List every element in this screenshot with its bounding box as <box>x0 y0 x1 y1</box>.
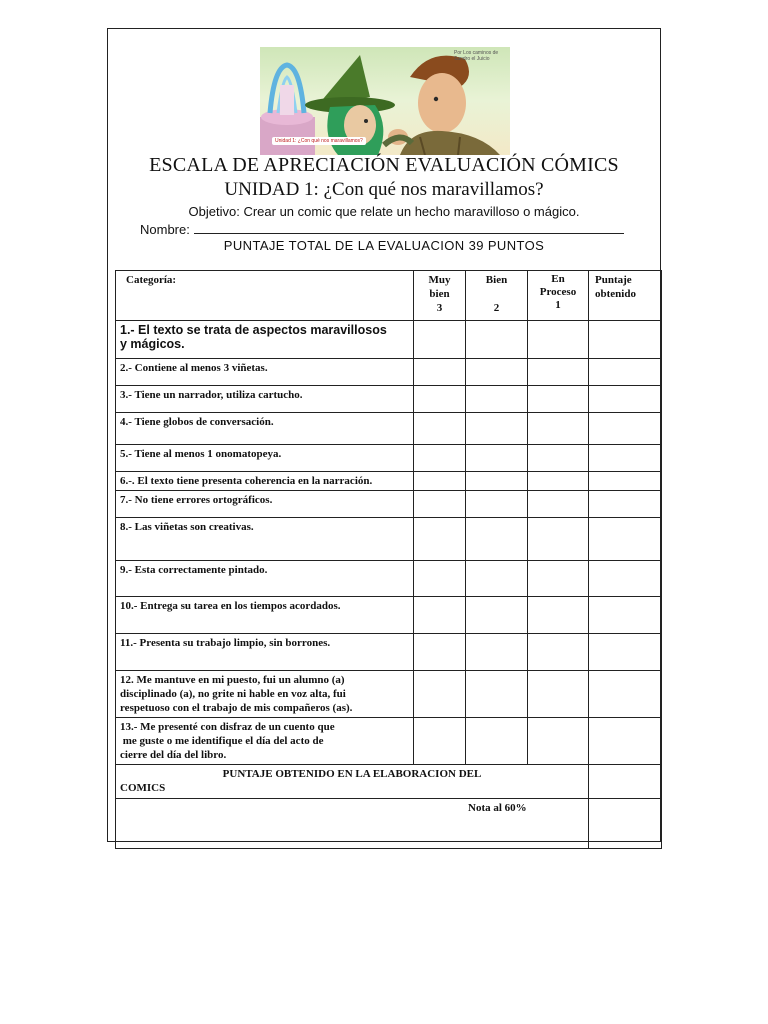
table-row <box>116 413 662 445</box>
table-row <box>116 491 662 518</box>
table-row <box>116 597 662 634</box>
footer-obtained-cell[interactable] <box>589 765 662 799</box>
muy-bien-cell[interactable] <box>414 634 466 671</box>
en-proceso-cell[interactable] <box>528 671 589 718</box>
muy-bien-cell[interactable] <box>414 359 466 386</box>
criterion-text: 3.- Tiene un narrador, utiliza cartucho. <box>120 389 303 401</box>
puntaje-cell[interactable] <box>589 634 662 671</box>
image-credit: Por Los caminos de Sandro el Juicio <box>454 50 499 62</box>
en-proceso-cell[interactable] <box>528 561 589 597</box>
bien-cell[interactable] <box>466 718 528 765</box>
objective-text: Objetivo: Crear un comic que relate un hecho maravilloso o mágico. <box>188 204 580 219</box>
muy-bien-cell[interactable] <box>414 321 466 359</box>
table-row <box>116 561 662 597</box>
footer-grade-cell[interactable] <box>589 799 662 849</box>
criterion-text: 12. Me mantuve en mi puesto, fui un alumno (a) <box>120 674 345 686</box>
header-puntaje-obtenido: Puntaje obtenido <box>589 271 662 321</box>
total-points-heading: PUNTAJE TOTAL DE LA EVALUACION 39 PUNTOS <box>223 238 545 253</box>
header-en-proceso: En Proceso 1 <box>528 271 589 321</box>
name-field <box>140 221 624 237</box>
footer-obtained-row <box>116 765 662 799</box>
criterion-text: 6.-. El texto tiene presenta coherencia en la narración. <box>120 475 373 487</box>
table-row <box>116 359 662 386</box>
puntaje-cell[interactable] <box>589 671 662 718</box>
name-label: Nombre: <box>140 222 190 237</box>
en-proceso-cell[interactable] <box>528 718 589 765</box>
rubric-table <box>115 270 662 849</box>
puntaje-cell[interactable] <box>589 597 662 634</box>
criterion-text: 13.- Me presenté con disfraz de un cuento que <box>120 721 335 733</box>
comic-illustration <box>260 47 510 155</box>
en-proceso-cell[interactable] <box>528 386 589 413</box>
criterion-cell <box>116 491 414 518</box>
bien-cell[interactable] <box>466 491 528 518</box>
criterion-text: 8.- Las viñetas son creativas. <box>120 521 254 533</box>
bien-cell[interactable] <box>466 359 528 386</box>
table-row <box>116 634 662 671</box>
table-row <box>116 321 662 359</box>
puntaje-cell[interactable] <box>589 561 662 597</box>
puntaje-cell[interactable] <box>589 386 662 413</box>
criterion-text: 5.- Tiene al menos 1 onomatopeya. <box>120 448 282 460</box>
bien-cell[interactable] <box>466 634 528 671</box>
criterion-text: cierre del día del libro. <box>120 749 227 761</box>
criterion-text: 4.- Tiene globos de conversación. <box>120 416 274 428</box>
criterion-text: 1.- El texto se trata de aspectos maravillosos <box>120 323 387 337</box>
criterion-cell <box>116 413 414 445</box>
en-proceso-cell[interactable] <box>528 472 589 491</box>
puntaje-cell[interactable] <box>589 321 662 359</box>
en-proceso-cell[interactable] <box>528 597 589 634</box>
table-row <box>116 386 662 413</box>
puntaje-cell[interactable] <box>589 445 662 472</box>
header-muy-bien: Muy bien 3 <box>414 271 466 321</box>
muy-bien-cell[interactable] <box>414 518 466 561</box>
footer-obtained-label: PUNTAJE OBTENIDO EN LA ELABORACION DEL COMICS <box>116 765 589 799</box>
criterion-cell <box>116 321 414 359</box>
bien-cell[interactable] <box>466 518 528 561</box>
evaluation-sheet <box>107 28 661 842</box>
footer-grade-row <box>116 799 662 849</box>
muy-bien-cell[interactable] <box>414 413 466 445</box>
table-row <box>116 671 662 718</box>
document-subtitle: UNIDAD 1: ¿Con qué nos maravillamos? <box>224 179 544 200</box>
en-proceso-cell[interactable] <box>528 634 589 671</box>
bien-cell[interactable] <box>466 597 528 634</box>
puntaje-cell[interactable] <box>589 718 662 765</box>
muy-bien-cell[interactable] <box>414 671 466 718</box>
criterion-cell <box>116 445 414 472</box>
criterion-cell <box>116 359 414 386</box>
footer-grade-label: Nota al 60% <box>116 799 589 849</box>
puntaje-cell[interactable] <box>589 518 662 561</box>
table-row <box>116 518 662 561</box>
table-row <box>116 445 662 472</box>
image-unit-bar: Unidad 1: ¿Con qué nos maravillamos? <box>272 137 366 145</box>
criterion-cell <box>116 386 414 413</box>
criterion-cell <box>116 634 414 671</box>
name-blank-line[interactable] <box>194 221 624 234</box>
muy-bien-cell[interactable] <box>414 491 466 518</box>
muy-bien-cell[interactable] <box>414 445 466 472</box>
muy-bien-cell[interactable] <box>414 597 466 634</box>
bien-cell[interactable] <box>466 386 528 413</box>
bien-cell[interactable] <box>466 413 528 445</box>
bien-cell[interactable] <box>466 321 528 359</box>
en-proceso-cell[interactable] <box>528 321 589 359</box>
en-proceso-cell[interactable] <box>528 518 589 561</box>
table-header-row <box>116 271 662 321</box>
bien-cell[interactable] <box>466 445 528 472</box>
header-category: Categoría: <box>116 271 414 321</box>
puntaje-cell[interactable] <box>589 359 662 386</box>
muy-bien-cell[interactable] <box>414 718 466 765</box>
criterion-cell <box>116 561 414 597</box>
criterion-text: respetuoso con el trabajo de mis compañeros (as). <box>120 702 353 714</box>
en-proceso-cell[interactable] <box>528 359 589 386</box>
muy-bien-cell[interactable] <box>414 472 466 491</box>
puntaje-cell[interactable] <box>589 472 662 491</box>
table-row <box>116 472 662 491</box>
criterion-cell <box>116 671 414 718</box>
criterion-text: 2.- Contiene al menos 3 viñetas. <box>120 362 268 374</box>
criterion-text: 10.- Entrega su tarea en los tiempos acordados. <box>120 600 341 612</box>
bien-cell[interactable] <box>466 671 528 718</box>
bien-cell[interactable] <box>466 561 528 597</box>
criterion-text: 7.- No tiene errores ortográficos. <box>120 494 273 506</box>
puntaje-cell[interactable] <box>589 413 662 445</box>
criterion-text: y mágicos. <box>120 337 185 351</box>
header-bien: Bien 2 <box>466 271 528 321</box>
en-proceso-cell[interactable] <box>528 413 589 445</box>
criterion-cell <box>116 472 414 491</box>
document-title: ESCALA DE APRECIACIÓN EVALUACIÓN CÓMICS <box>149 154 619 176</box>
criterion-text: 9.- Esta correctamente pintado. <box>120 564 268 576</box>
muy-bien-cell[interactable] <box>414 561 466 597</box>
criterion-text: me guste o me identifique el día del acto de <box>120 735 324 747</box>
table-row <box>116 718 662 765</box>
en-proceso-cell[interactable] <box>528 445 589 472</box>
bien-cell[interactable] <box>466 472 528 491</box>
criterion-cell <box>116 718 414 765</box>
criterion-cell <box>116 518 414 561</box>
criterion-text: disciplinado (a), no grite ni hable en voz alta, fui <box>120 688 346 700</box>
criterion-text: 11.- Presenta su trabajo limpio, sin borrones. <box>120 637 331 649</box>
en-proceso-cell[interactable] <box>528 491 589 518</box>
criterion-cell <box>116 597 414 634</box>
muy-bien-cell[interactable] <box>414 386 466 413</box>
puntaje-cell[interactable] <box>589 491 662 518</box>
